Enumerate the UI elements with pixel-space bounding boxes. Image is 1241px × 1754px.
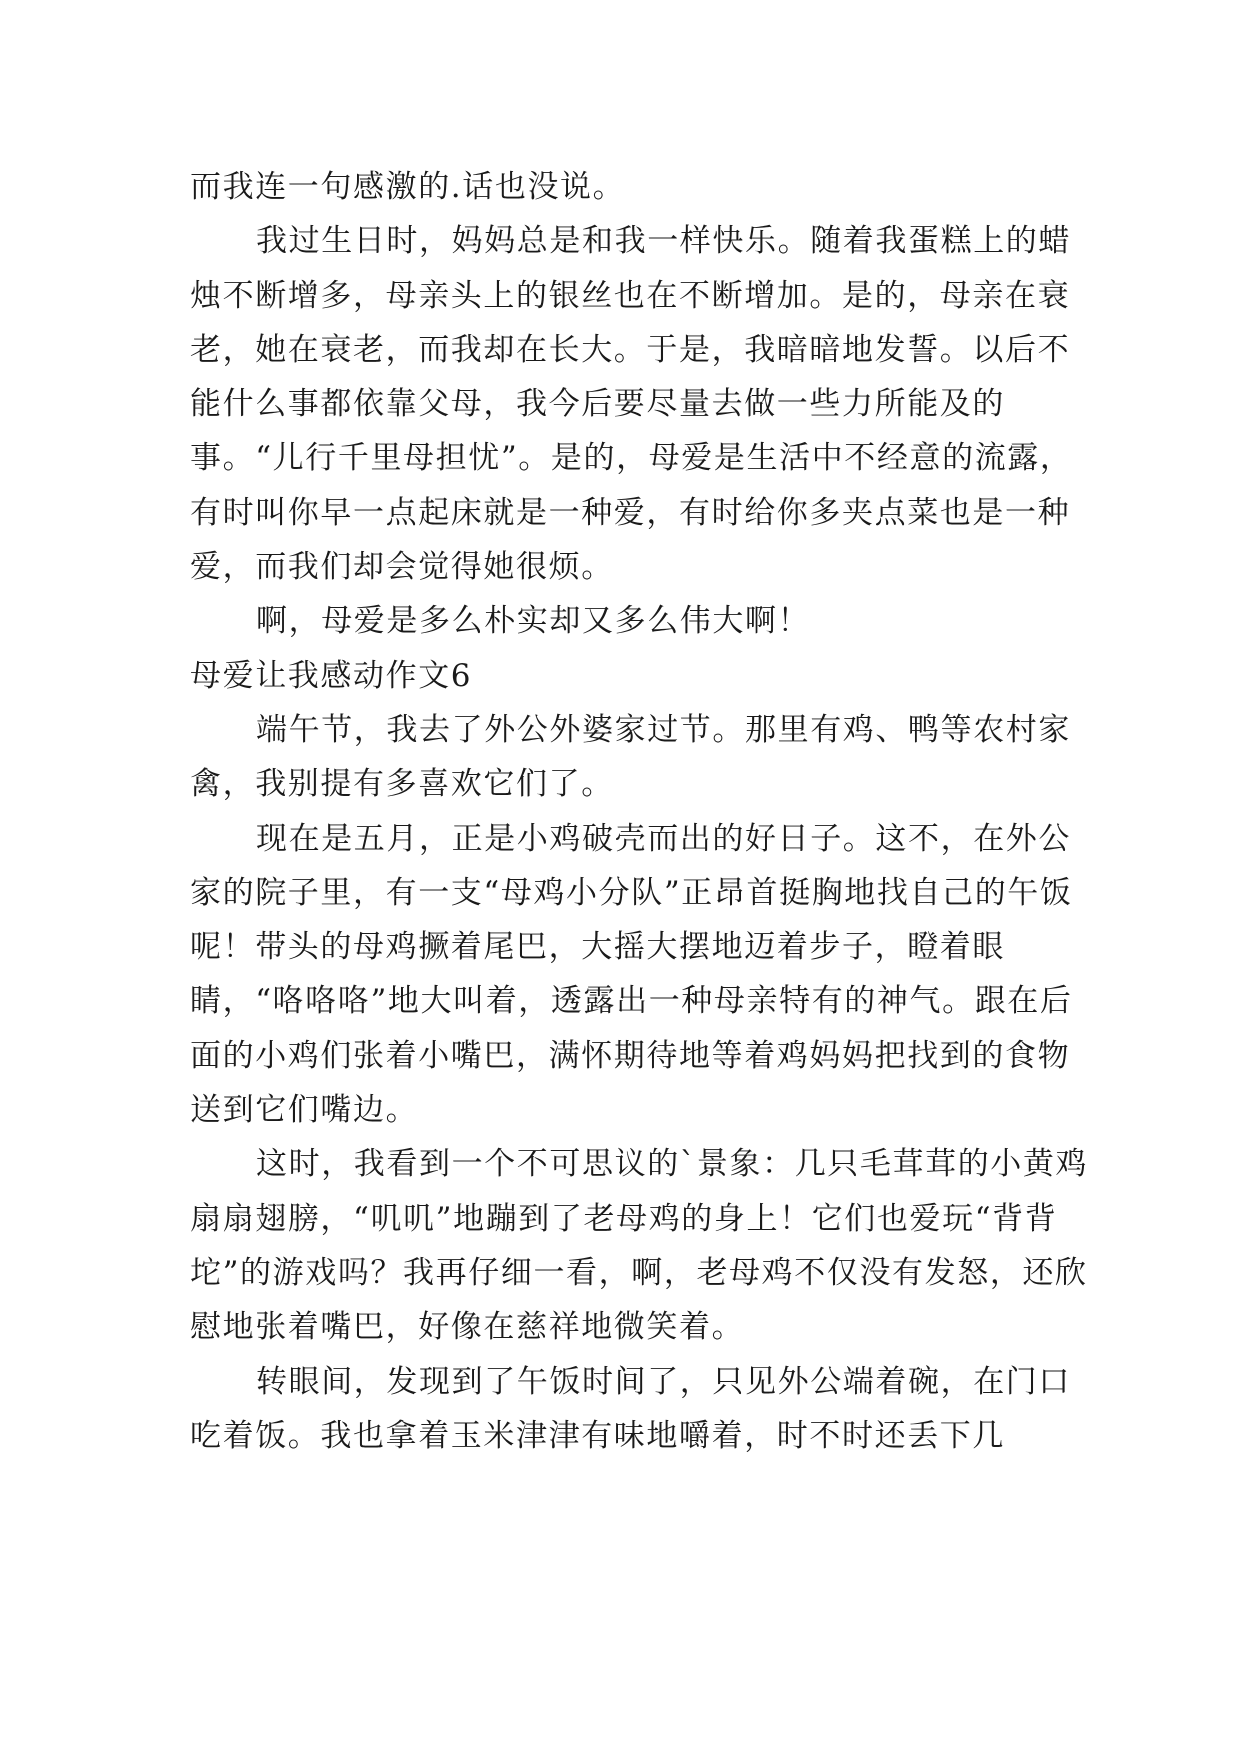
paragraph-7: 转眼间，发现到了午饭时间了，只见外公端着碗，在门口吃着饭。我也拿着玉米津津有味地嚼着，时不时还丢下几 <box>190 1363 1071 1454</box>
paragraph-3: 啊，母爱是多么朴实却又多么伟大啊！ <box>256 603 811 640</box>
paragraph-2: 我过生日时，妈妈总是和我一样快乐。随着我蛋糕上的蜡烛不断增多，母亲头上的银丝也在不断增加。是的，母亲在衰老，她在衰老，而我却在长大。于是，我暗暗地发誓。以后不能什么事都依靠父母，我今后要尽量去做一些力所能及的事。“儿行千里母担忧”。是的，母爱是生活中不经意的流露，有时叫你早一点起床就是一种爱，有时给你多夹点菜也是一种爱，而我们却会觉得她很烦。 <box>190 223 1073 586</box>
paragraph-5: 现在是五月，正是小鸡破壳而出的好日子。这不，在外公家的院子里，有一支“母鸡小分队”正昂首挺胸地找自己的午饭呢！带头的母鸡撅着尾巴，大摇大摆地迈着步子，瞪着眼睛，“咯咯咯”地大叫着，透露出一种母亲特有的神气。跟在后面的小鸡们张着小嘴巴，满怀期待地等着鸡妈妈把找到的食物送到它们嘴边。 <box>190 820 1073 1129</box>
section-heading: 母爱让我感动作文6 <box>190 657 473 694</box>
paragraph-6: 这时，我看到一个不可思议的`景象：几只毛茸茸的小黄鸡扇扇翅膀，“叽叽”地蹦到了老母鸡的身上！它们也爱玩“背背坨”的游戏吗？我再仔细一看，啊，老母鸡不仅没有发怒，还欣慰地张着嘴巴，好像在慈祥地微笑着。 <box>190 1146 1089 1346</box>
paragraph-4: 端午节，我去了外公外婆家过节。那里有鸡、鸭等农村家禽，我别提有多喜欢它们了。 <box>190 711 1071 803</box>
paragraph-1: 而我连一句感激的.话也没说。 <box>190 169 626 205</box>
document-body <box>190 160 1090 1463</box>
